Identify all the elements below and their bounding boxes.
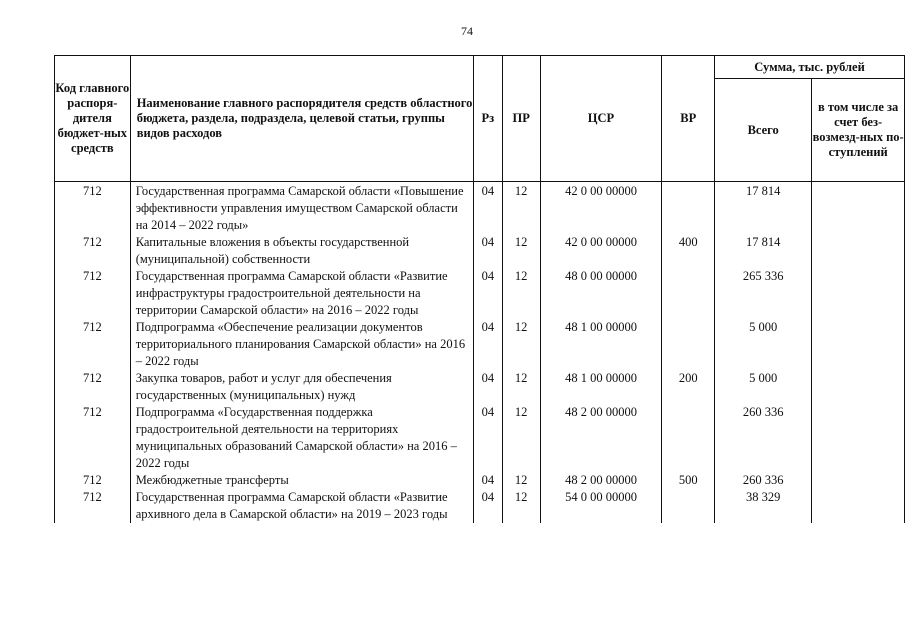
cell-total: 265 336 [715,268,812,319]
cell-vr [662,404,715,472]
cell-rz: 04 [473,234,502,268]
cell-code: 712 [55,182,131,235]
cell-name: Закупка товаров, работ и услуг для обеспечения государственных (муниципальных) нужд [130,370,473,404]
cell-rz: 04 [473,370,502,404]
header-rz: Рз [473,56,502,182]
cell-vr [662,489,715,523]
cell-total: 260 336 [715,404,812,472]
cell-csr: 48 1 00 00000 [540,370,662,404]
cell-code: 712 [55,319,131,370]
cell-pr: 12 [502,268,540,319]
cell-rz: 04 [473,404,502,472]
page-number: 74 [461,24,473,38]
table-header [55,56,905,182]
header-code: Код главного распоря-дителя бюджет-ных средств [55,56,131,182]
cell-name: Подпрограмма «Государственная поддержка градостроительной деятельности на территориях муниципальных образований Самарской области» на 2016 – 2022 годы [130,404,473,472]
table-body [55,182,905,524]
cell-name: Подпрограмма «Обеспечение реализации документов территориального планирования Самарской области» на 2016 – 2022 годы [130,319,473,370]
cell-total: 5 000 [715,319,812,370]
cell-gratuitous [812,182,905,235]
cell-rz: 04 [473,489,502,523]
cell-code: 712 [55,370,131,404]
cell-gratuitous [812,370,905,404]
cell-rz: 04 [473,182,502,235]
cell-total: 17 814 [715,182,812,235]
cell-pr: 12 [502,319,540,370]
cell-code: 712 [55,404,131,472]
cell-gratuitous [812,472,905,489]
table-row [55,472,905,489]
cell-name: Государственная программа Самарской области «Развитие архивного дела в Самарской области» на 2019 – 2023 годы [130,489,473,523]
cell-csr: 48 2 00 00000 [540,472,662,489]
cell-pr: 12 [502,404,540,472]
cell-csr: 54 0 00 00000 [540,489,662,523]
header-pr: ПР [502,56,540,182]
table-row [55,370,905,404]
table-row [55,319,905,370]
cell-vr: 500 [662,472,715,489]
header-total: Всего [715,79,812,182]
cell-pr: 12 [502,234,540,268]
cell-pr: 12 [502,472,540,489]
cell-total: 260 336 [715,472,812,489]
cell-name: Межбюджетные трансферты [130,472,473,489]
cell-pr: 12 [502,370,540,404]
cell-total: 38 329 [715,489,812,523]
cell-rz: 04 [473,472,502,489]
cell-csr: 48 0 00 00000 [540,268,662,319]
cell-name: Государственная программа Самарской области «Повышение эффективности управления имуществом Самарской области на 2014 – 2022 годы» [130,182,473,235]
cell-name: Государственная программа Самарской области «Развитие инфраструктуры градостроительной деятельности на территории Самарской области» на 2016 – 2022 годы [130,268,473,319]
header-vr: ВР [662,56,715,182]
cell-gratuitous [812,319,905,370]
cell-csr: 48 1 00 00000 [540,319,662,370]
cell-vr [662,268,715,319]
cell-gratuitous [812,234,905,268]
cell-vr [662,319,715,370]
table-row [55,404,905,472]
table-row [55,489,905,523]
table-row [55,268,905,319]
cell-name: Капитальные вложения в объекты государственной (муниципальной) собственности [130,234,473,268]
table-row [55,234,905,268]
cell-total: 5 000 [715,370,812,404]
budget-table [54,55,905,523]
cell-vr [662,182,715,235]
cell-gratuitous [812,268,905,319]
cell-pr: 12 [502,489,540,523]
cell-code: 712 [55,489,131,523]
cell-code: 712 [55,472,131,489]
header-gratuitous: в том числе за счет без-возмезд-ных по-ступлений [812,79,905,182]
cell-pr: 12 [502,182,540,235]
cell-csr: 42 0 00 00000 [540,234,662,268]
header-csr: ЦСР [540,56,662,182]
table-row [55,182,905,235]
cell-gratuitous [812,489,905,523]
cell-total: 17 814 [715,234,812,268]
header-name: Наименование главного распорядителя средств областного бюджета, раздела, подраздела, целевой статьи, группы видов расходов [130,56,473,182]
cell-rz: 04 [473,319,502,370]
header-sum: Сумма, тыс. рублей [715,56,905,79]
cell-vr: 200 [662,370,715,404]
cell-csr: 42 0 00 00000 [540,182,662,235]
cell-gratuitous [812,404,905,472]
cell-csr: 48 2 00 00000 [540,404,662,472]
cell-rz: 04 [473,268,502,319]
cell-code: 712 [55,234,131,268]
cell-code: 712 [55,268,131,319]
cell-vr: 400 [662,234,715,268]
